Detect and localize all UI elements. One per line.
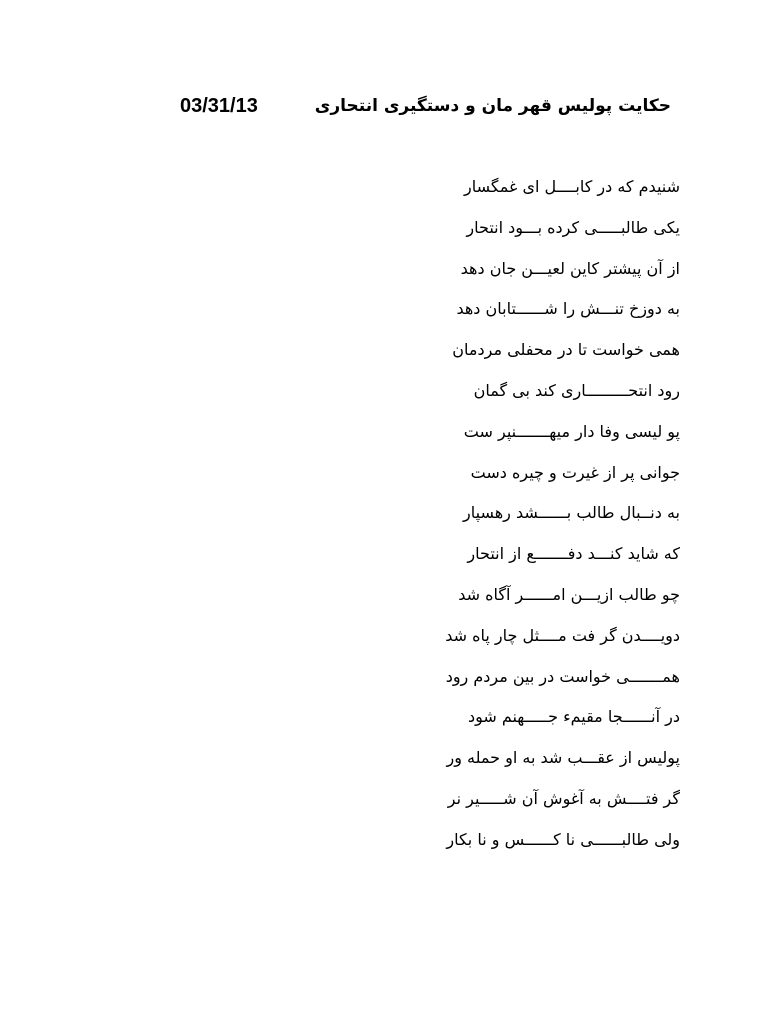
poem-line: که شاید کنـــد دفـــــــع از انتحار <box>467 544 680 564</box>
poem-line: پولیس از عقـــب شد به او حمله ور <box>446 748 680 768</box>
poem-line: گر فتــــش به آغوش آن شـــــیر نر <box>447 788 680 808</box>
poem-line: چو طالب ازیـــن امــــــر آگاه شد <box>458 584 680 604</box>
poem-line: از آن پیشتر کاین لعیـــن جان دهد <box>460 258 680 278</box>
poem-line: پو لیسی وفا دار میهـــــــنپر ست <box>463 421 680 441</box>
poem-line: جوانی پر از غیرت و چیره دست <box>470 462 680 482</box>
poem-line: شنیدم که در کابــــل ای غمگسار <box>464 177 680 196</box>
document-date: 03/31/13 <box>180 95 258 117</box>
poem-line: ولی طالبــــــی نا کــــــس و نا بکار <box>446 829 680 849</box>
document-title: حکایت پولیس قهر مان و دستگیری انتحاری <box>314 96 671 116</box>
poem-line: دویــــدن گر فت مــــثل چار پاه شد <box>445 625 680 645</box>
poem-line: به دوزخ تنـــش را شــــــتابان دهد <box>456 299 680 319</box>
poem-line: یکی طالبـــــی کرده بـــود انتحار <box>466 217 680 237</box>
poem-line: رود انتحـــــــــاری کند بی گمان <box>473 380 680 400</box>
poem-body <box>260 172 680 866</box>
document-header <box>0 92 768 122</box>
poem-line: در آنــــــجا مقیمء جـــــهنم شود <box>467 707 680 727</box>
poem-line: به دنــبال طالب بــــــشد رهسپار <box>463 503 680 523</box>
poem-line: همی خواست تا در محفلی مردمان <box>452 340 680 360</box>
poem-line: همـــــــی خواست در بین مردم رود <box>445 666 680 686</box>
